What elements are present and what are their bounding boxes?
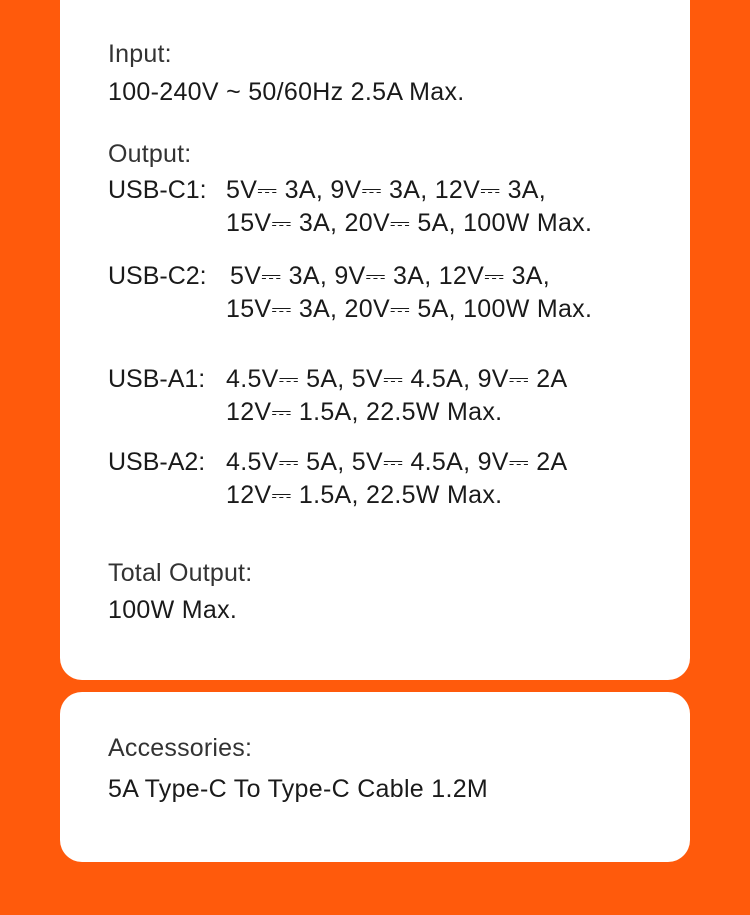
port-name-usb-a2: USB-A2: [108,448,206,476]
input-label: Input: [108,40,172,68]
port-spec-usb-a1-line1: 4.5V⎓ 5A, 5V⎓ 4.5A, 9V⎓ 2A [226,365,568,393]
port-name-usb-c1: USB-C1: [108,176,207,204]
specifications-card [60,0,690,680]
total-output-value: 100W Max. [108,596,238,624]
total-output-label: Total Output: [108,559,253,587]
port-spec-usb-a2-line1: 4.5V⎓ 5A, 5V⎓ 4.5A, 9V⎓ 2A [226,448,568,476]
accessories-value: 5A Type-C To Type-C Cable 1.2M [108,775,489,803]
accessories-card [60,692,690,862]
port-name-usb-c2: USB-C2: [108,262,207,290]
port-spec-usb-a1-line2: 12V⎓ 1.5A, 22.5W Max. [226,398,503,426]
port-spec-usb-a2-line2: 12V⎓ 1.5A, 22.5W Max. [226,481,503,509]
output-label: Output: [108,140,192,168]
accessories-label: Accessories: [108,734,253,762]
input-value: 100-240V ~ 50/60Hz 2.5A Max. [108,78,465,106]
port-spec-usb-c1-line2: 15V⎓ 3A, 20V⎓ 5A, 100W Max. [226,209,593,237]
port-name-usb-a1: USB-A1: [108,365,206,393]
port-spec-usb-c1-line1: 5V⎓ 3A, 9V⎓ 3A, 12V⎓ 3A, [226,176,546,204]
port-spec-usb-c2-line1: 5V⎓ 3A, 9V⎓ 3A, 12V⎓ 3A, [230,262,550,290]
port-spec-usb-c2-line2: 15V⎓ 3A, 20V⎓ 5A, 100W Max. [226,295,593,323]
